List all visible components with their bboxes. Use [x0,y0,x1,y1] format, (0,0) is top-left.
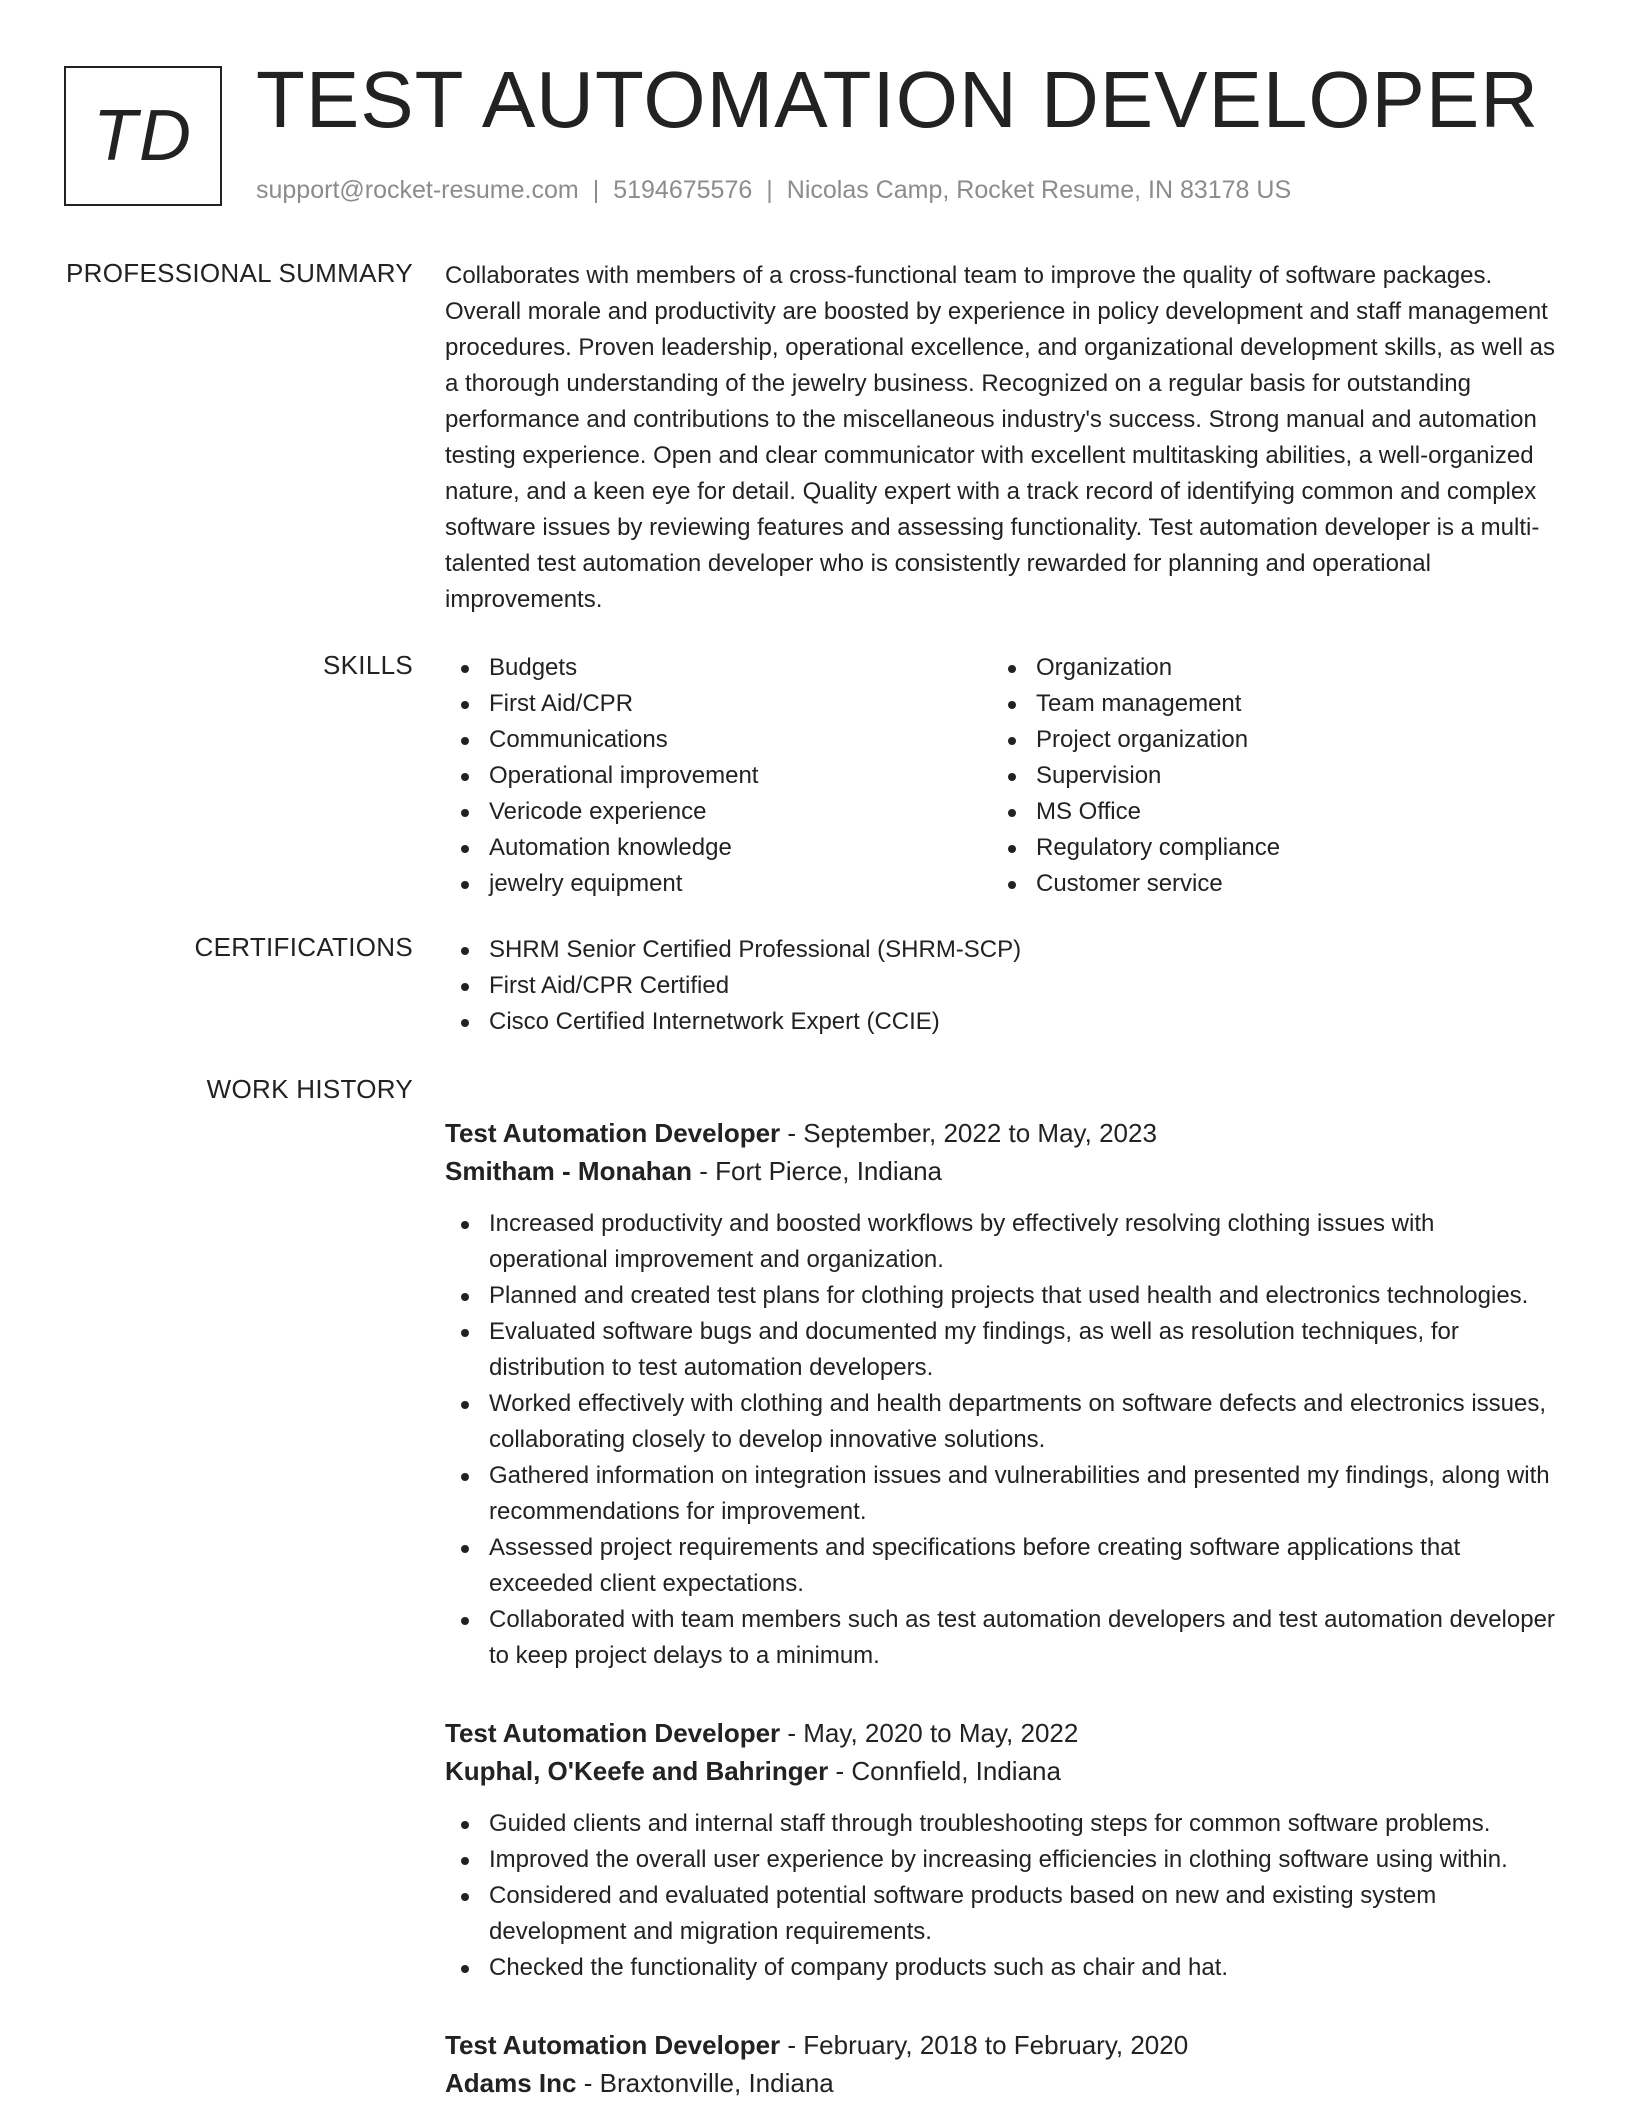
job-company: Adams Inc [445,2068,577,2098]
separator: | [766,176,773,204]
section-title-work: WORK HISTORY [206,1074,413,1104]
skill-item: Communications [445,722,992,758]
job-role: Test Automation Developer [445,1718,781,1748]
skill-item: Automation knowledge [445,830,992,866]
skill-item: Team management [992,686,1539,722]
job-bullet: Collaborated with team members such as test automation developers and test automation developer to keep project delays to a minimum. [445,1602,1555,1674]
work-body [445,1074,1555,2102]
job-bullet: Guided clients and internal staff through troubleshooting steps for common software problems. [445,1806,1555,1842]
summary-text: Collaborates with members of a cross-functional team to improve the quality of software packages. Overall morale and productivity are boosted by experience in policy development and staff management procedures. Proven leadership, operational excellence, and organizational development skills, as well as a thorough understanding of the jewelry business. Recognized on a regular basis for outstanding performance and contributions to the miscellaneous industry's success. Strong manual and automation testing experience. Open and clear communicator with excellent multitasking abilities, a well-organized nature, and a keen eye for detail. Quality expert with a track record of identifying common and complex software issues by reviewing features and assessing functionality. Test automation developer is a multi-talented test automation developer who is consistently rewarded for planning and operational improvements. [445,262,1555,613]
job-bullet: Increased productivity and boosted workflows by effectively resolving clothing issues with operational improvement and organization. [445,1206,1555,1278]
certifications-body [445,932,1555,1040]
skill-item: Regulatory compliance [992,830,1539,866]
page-title: TEST AUTOMATION DEVELOPER [256,55,1540,144]
skill-item: First Aid/CPR [445,686,992,722]
job-bullet: Improved the overall user experience by increasing efficiencies in clothing software using within. [445,1842,1555,1878]
certifications-list [445,932,1555,1040]
job-title-line [445,2026,1555,2064]
job-location: - Connfield, Indiana [828,1756,1061,1786]
certification-item: First Aid/CPR Certified [445,968,1555,1004]
job-bullet: Checked the functionality of company products such as chair and hat. [445,1950,1555,1986]
job-bullet: Planned and created test plans for clothing projects that used health and electronics technologies. [445,1278,1555,1314]
job-company-line [445,1152,1555,1190]
contact-address: Nicolas Camp, Rocket Resume, IN 83178 US [786,176,1292,204]
job-entry [445,1114,1555,1674]
job-dates: - May, 2020 to May, 2022 [780,1718,1079,1748]
job-dates: - February, 2018 to February, 2020 [780,2030,1189,2060]
job-title-line [445,1114,1555,1152]
skill-item: Project organization [992,722,1539,758]
job-company-line [445,1752,1555,1790]
job-dates: - September, 2022 to May, 2023 [780,1118,1157,1148]
job-role: Test Automation Developer [445,2030,781,2060]
job-bullet: Worked effectively with clothing and health departments on software defects and electronics issues, collaborating closely to develop innovative solutions. [445,1386,1555,1458]
job-bullet: Evaluated software bugs and documented my findings, as well as resolution techniques, for distribution to test automation developers. [445,1314,1555,1386]
job-company-line [445,2064,1555,2102]
job-location: - Braxtonville, Indiana [576,2068,834,2098]
section-title-summary: PROFESSIONAL SUMMARY [66,258,413,288]
skill-item: Vericode experience [445,794,992,830]
contact-email[interactable]: support@rocket-resume.com [256,176,579,204]
job-bullets [445,1806,1555,1986]
job-company: Smitham - Monahan [445,1156,693,1186]
certification-item: Cisco Certified Internetwork Expert (CCIE) [445,1004,1555,1040]
contact-line [256,174,1291,207]
certification-item: SHRM Senior Certified Professional (SHRM-SCP) [445,932,1555,968]
monogram-logo: TD [64,66,222,206]
skill-item: Customer service [992,866,1539,902]
section-title-skills: SKILLS [323,650,413,680]
skill-item: MS Office [992,794,1539,830]
summary-body [445,258,1555,618]
section-title-certifications: CERTIFICATIONS [194,932,413,962]
job-bullet: Assessed project requirements and specifications before creating software applications that exceeded client expectations. [445,1530,1555,1602]
job-bullet: Considered and evaluated potential software products based on new and existing system development and migration requirements. [445,1878,1555,1950]
skill-item: Organization [992,650,1539,686]
skill-item: Operational improvement [445,758,992,794]
job-entry [445,1714,1555,1986]
job-company: Kuphal, O'Keefe and Bahringer [445,1756,829,1786]
job-role: Test Automation Developer [445,1118,781,1148]
contact-phone[interactable]: 5194675576 [613,176,753,204]
separator: | [592,176,600,204]
skill-item: Supervision [992,758,1539,794]
job-entry [445,2026,1555,2102]
job-title-line [445,1714,1555,1752]
skills-body [445,650,1555,902]
job-bullet: Gathered information on integration issues and vulnerabilities and presented my findings, along with recommendations for improvement. [445,1458,1555,1530]
skill-item: Budgets [445,650,992,686]
skill-item: jewelry equipment [445,866,992,902]
skills-list-right [992,650,1539,902]
job-location: - Fort Pierce, Indiana [692,1156,943,1186]
job-bullets [445,1206,1555,1674]
skills-list-left [445,650,992,902]
